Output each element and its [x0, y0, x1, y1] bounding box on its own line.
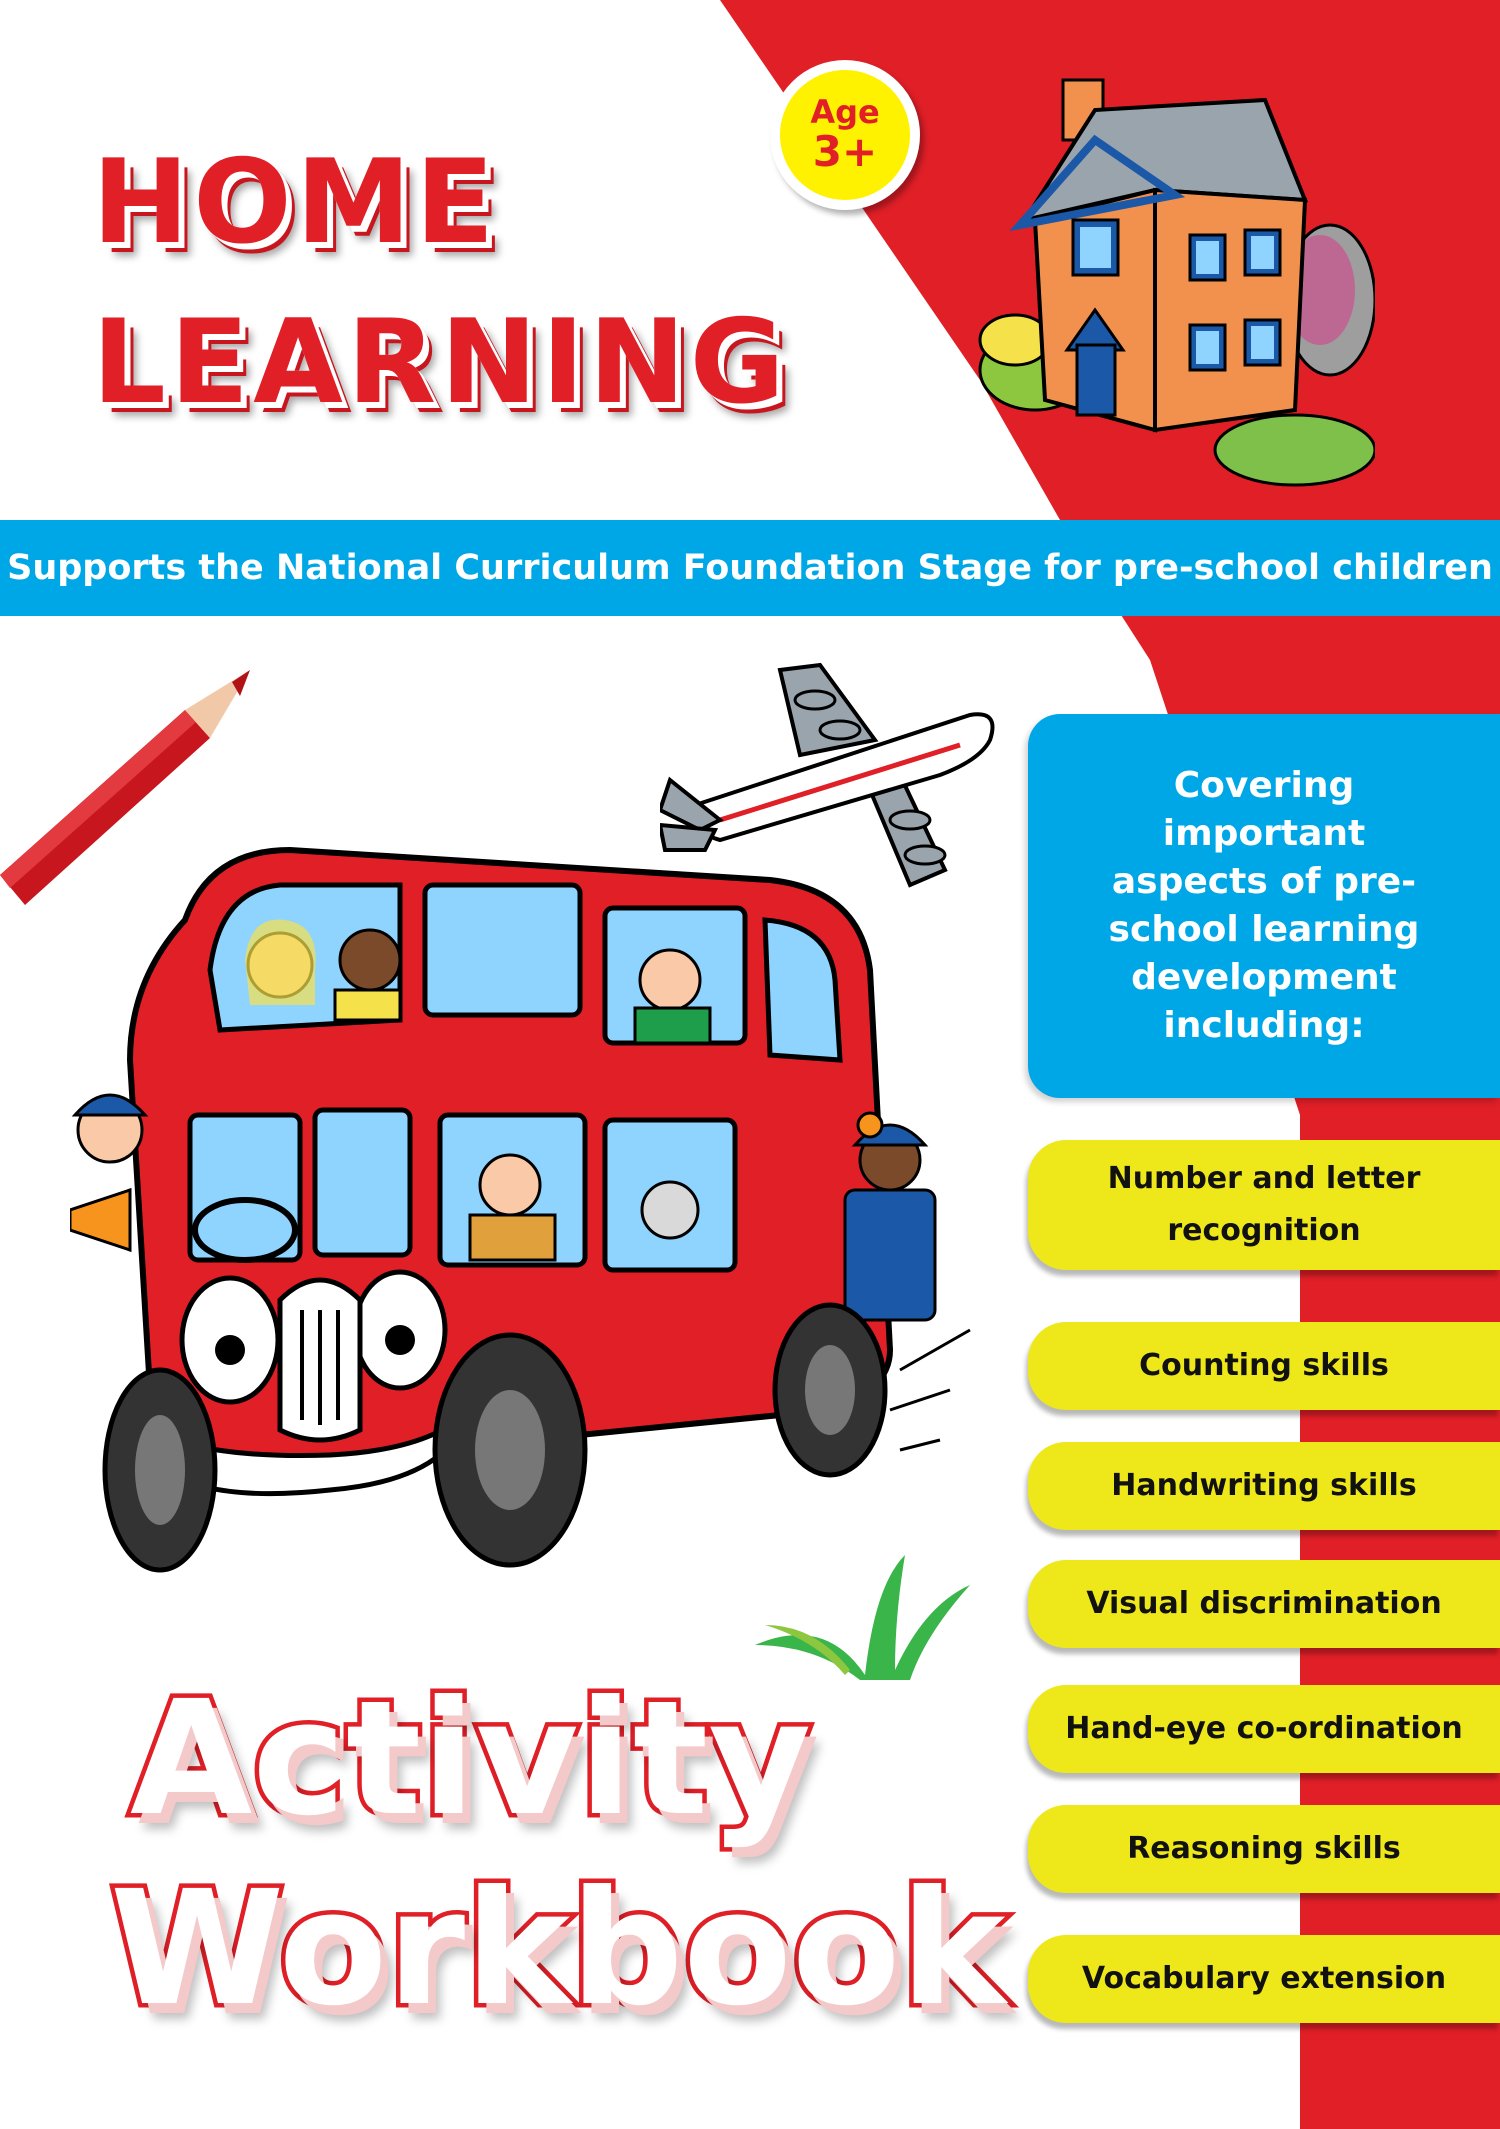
skill-item	[1028, 1322, 1500, 1410]
info-box	[1028, 714, 1500, 1098]
title-learning: LEARNING	[92, 295, 789, 430]
banner-text: Supports the National Curriculum Foundation Stage for pre-school children	[7, 548, 1493, 588]
skill-label: Handwriting skills	[1111, 1468, 1417, 1503]
house-illustration	[975, 70, 1375, 490]
skill-item	[1028, 1140, 1500, 1270]
bus-illustration	[70, 830, 1020, 1590]
subtitle-activity: Activity	[130, 1667, 812, 1851]
skill-label: Reasoning skills	[1127, 1831, 1401, 1866]
skill-label: Counting skills	[1139, 1348, 1389, 1383]
title-home: HOME	[92, 135, 499, 270]
skill-label: Visual discrimination	[1086, 1586, 1442, 1621]
skill-item	[1028, 1935, 1500, 2023]
skill-item	[1028, 1685, 1500, 1773]
skill-item	[1028, 1442, 1500, 1530]
age-badge	[770, 60, 920, 210]
age-label: Age	[810, 93, 880, 132]
age-value: 3+	[812, 126, 878, 176]
grass-illustration	[745, 1555, 975, 1685]
info-text: Covering important aspects of pre-school learning development including:	[1108, 765, 1420, 1046]
skill-label: Number and letter recognition	[1107, 1161, 1421, 1248]
curriculum-banner	[0, 520, 1500, 616]
skill-item	[1028, 1805, 1500, 1893]
skill-label: Vocabulary extension	[1081, 1961, 1447, 1996]
subtitle-workbook: Workbook	[110, 1857, 1006, 2041]
skill-item	[1028, 1560, 1500, 1648]
skill-label: Hand-eye co-ordination	[1065, 1711, 1463, 1746]
